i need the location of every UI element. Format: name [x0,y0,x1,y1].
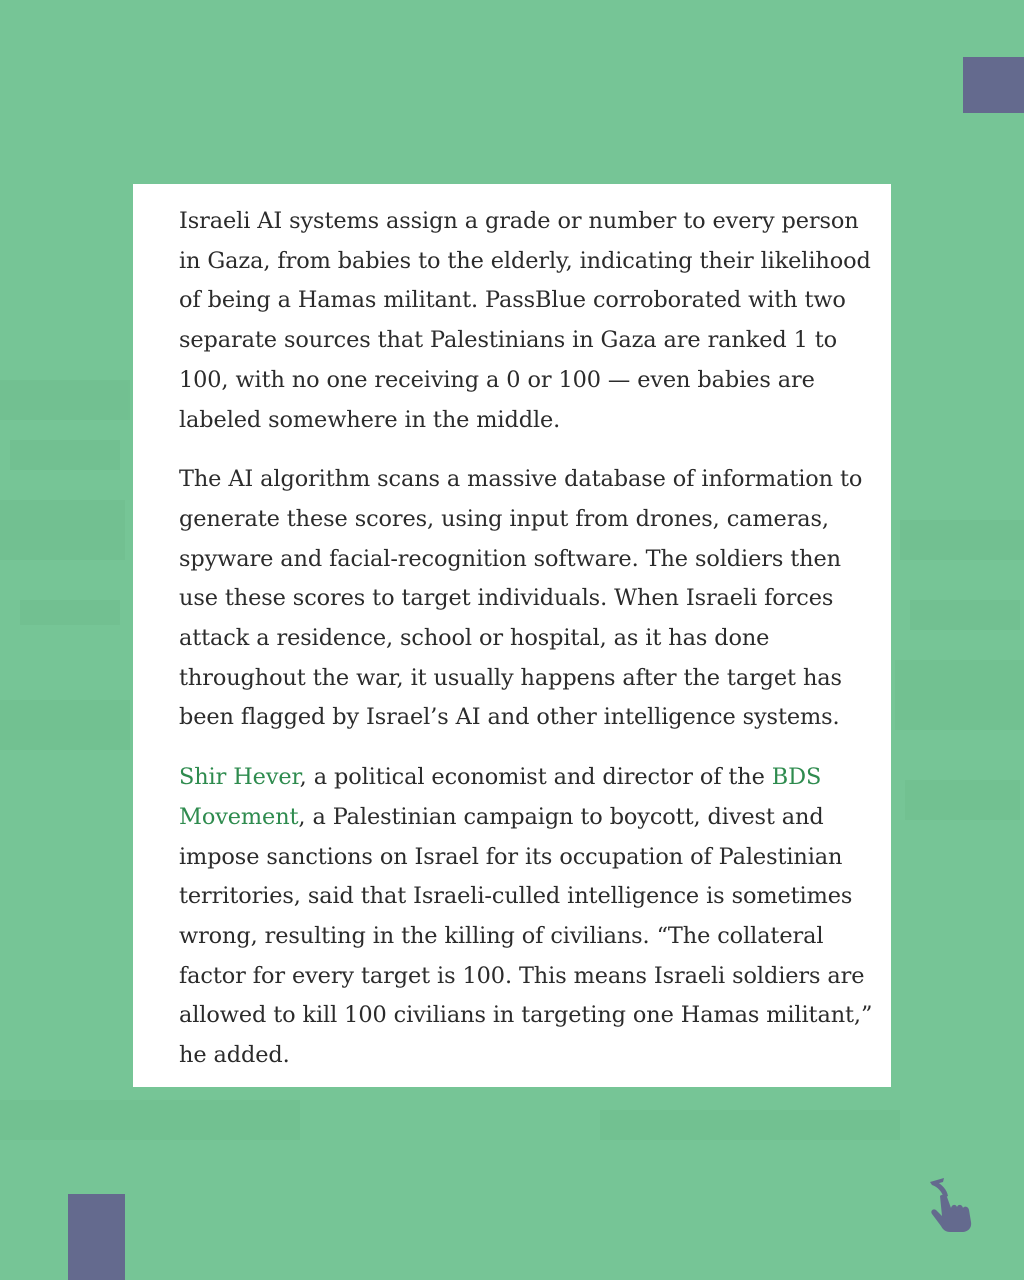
swipe-hand-icon[interactable] [918,1174,978,1234]
paragraph-3-text-b: , a Palestinian campaign to boycott, divest and impose sanctions on Israel for its occupation of Palestinian territories, said that Israeli-culled intelligence is sometimes wrong, resulting in the killing of civilians. “The collateral factor for every target is 100. This means Israeli soldiers are allowed to kill 100 civilians in targeting one Hamas militant,” he added. [179,803,873,1069]
link-bds-movement[interactable]: BDS Movement [179,764,822,830]
decorative-square-top-right [963,57,1024,113]
paragraph-3-text-a: , a political economist and director of the [299,764,772,791]
paragraph-2: The AI algorithm scans a massive database of information to generate these scores, using input from drones, cameras, spyware and facial-recognition software. The soldiers then use these scores to target individuals. When Israeli forces attack a residence, school or hospital, as it has done throughout the war, it usually happens after the target has been flagged by Israel’s AI and other intelligence systems. [179,466,863,731]
decorative-square-bottom-left [68,1194,125,1280]
link-shir-hever[interactable]: Shir Hever [179,764,300,791]
article-card [133,184,891,1087]
paragraph-3 [179,758,881,1076]
paragraph-1: Israeli AI systems assign a grade or number to every person in Gaza, from babies to the elderly, indicating their likelihood of being a Hamas militant. PassBlue corroborated with two separate sources that Palestinians in Gaza are ranked 1 to 100, with no one receiving a 0 or 100 — even babies are labeled somewhere in the middle. [179,208,871,433]
